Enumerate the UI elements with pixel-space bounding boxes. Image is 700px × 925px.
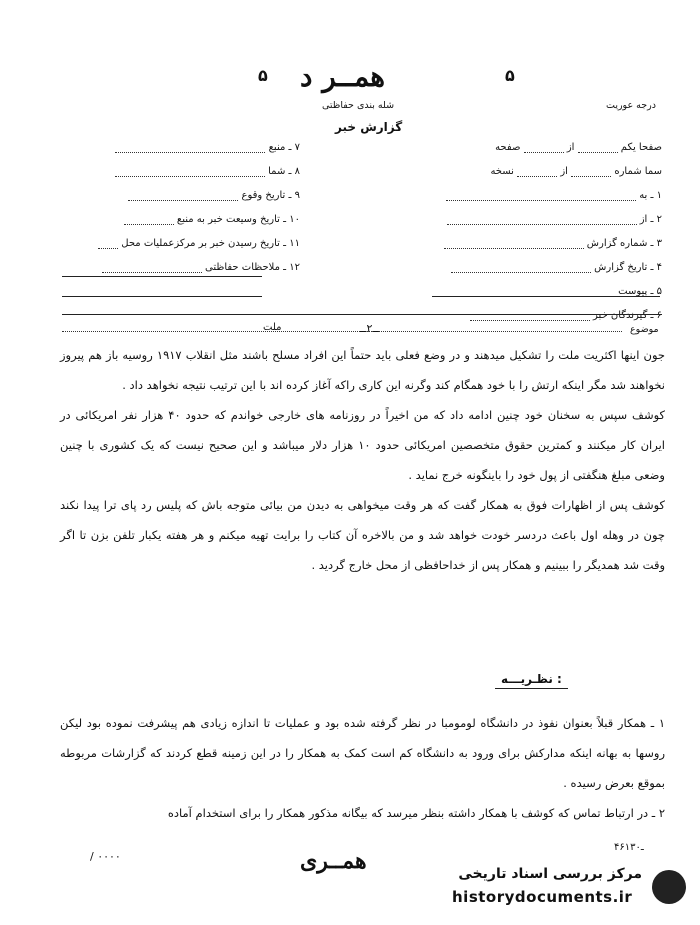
field-blank [470,310,590,321]
field-news-to-source-date [60,214,300,238]
field-label: ۹ ـ تاریخ وقوع [241,190,300,201]
field-label: ۶ ـ گیرندگان خبر [592,310,662,321]
doc-type: گزارش خبر [335,120,403,134]
field-suffix: نسخه [490,166,514,177]
subject-label: موضوع [630,324,659,335]
opinion-body [60,708,665,828]
blank-line [62,296,262,297]
field-label: ۴ ـ تاریخ گزارش [594,262,662,273]
field-report-number [430,238,662,262]
opinion-item: ۲ ـ در ارتباط تماس که کوشف با همکار داشته بنظر میرسد که بیگانه مذکور همکار را برای استخدام آماده [167,806,665,820]
field-label: ۸ ـ شما [268,166,300,177]
field-label: صفحا یکم [620,142,662,153]
field-blank [98,238,118,249]
opinion-heading: نظـریـــه : [495,672,568,689]
paragraph: جون اینها اکثریت ملت را تشکیل میدهند و در وضع فعلی باید حتماً این افراد مسلح باشند مثل انقلاب ۱۹۱۷ روسیه باز هم پیروز نخواهند شد مگر اینکه ارتش را با خود همگام کند وگرنه این کاری راکه آغاز کرده اند با این ترتیب نتیجه نخواهد داد . [60,348,665,392]
paragraph: کوشف سپس به سخنان خود چنین ادامه داد که من اخیراً در روزنامه های خارجی خواندم که حدود ۴۰ هزار نفر امریکائی در ایران کار میکنند و کمترین حقوق متخصصین امریکائی حدود ۱۰ هزار دلار میباشد و این صحیح نیست که یک کشوری با چنین وضعی مبلغ هنگفتی از پول خود را باینگونه خرج نماید . [60,408,665,482]
field-label: ۱۲ ـ ملاحظات حفاظتی [205,262,300,273]
field-label: ۳ ـ شماره گزارش [586,238,662,249]
paragraph: کوشف پس از اظهارات فوق به همکار گفت که هر وقت میخواهی به دیدن من بیائی متوجه باش که پلیس رد پای ترا پیدا نکند چون در وهله اول باعث دردسر خودت خواهد شد و من بالاخره آن کتاب را برایت تهیه میکنم و هر هفته یکبار تلفن بزن تا اگر وقت شد همدیگر را ببینیم و همکار پس از خداحافظی از محل خارج گردید . [60,498,665,572]
field-security-notes [60,262,300,286]
field-report-date [430,262,662,286]
field-from: از [566,142,575,153]
field-event-date [60,190,300,214]
field-source [60,142,300,166]
opinion-item: ۱ ـ همکار قبلاً بعنوان نفوذ در دانشگاه لومومبا در نظر گرفته شده بود و عملیات تا اندازه زیادی هم پیشرفت نموده بود لیکن روسها به بهانه اینکه مدارکش برای ورود به دانشگاه کم است کمک به همکار را در این زمینه قطع کردند که گزارشات مربوطه بموقع بعرض رسیده . [60,716,665,790]
left-fields [60,142,300,286]
watermark-url: historydocuments.ir [452,888,633,906]
classification-label: شله بندی حفاظتی [322,100,395,111]
field-attachment [430,286,662,310]
field-blank [451,262,591,273]
footer-code: ۴۶ـ۱۳۰ [614,842,644,853]
field-blank [446,190,636,201]
field-label: ۲ ـ از [639,214,662,225]
field-from [430,214,662,238]
field-blank [524,142,564,153]
subject-line [62,331,622,332]
field-label: سما شماره [614,166,662,177]
separator-line [62,314,662,315]
report-body [60,340,665,580]
field-to [430,190,662,214]
field-label: ۱ ـ به [639,190,662,201]
field-arrival-date [60,238,300,262]
field-label: ۷ ـ منبع [268,142,300,153]
field-blank [115,166,265,177]
archive-logo-icon [652,870,686,904]
field-page [430,142,662,166]
field-label: ۱۱ ـ تاریخ رسیدن خبر بر مرکزعملیات محل [121,238,300,249]
field-blank [578,142,618,153]
field-suffix: صفحه [495,142,521,153]
secret-seal: همــر د [300,60,386,93]
field-share [60,166,300,190]
field-blank [115,142,265,153]
field-label: ۱۰ ـ تاریخ وسیعت خبر به منبع [176,214,300,225]
subject-marker: ملت [263,322,282,333]
right-fields [430,142,662,334]
right-mark: ۵ [505,66,515,85]
field-label: ۵ ـ پیوست [618,286,662,297]
left-mark: ۵ [258,66,268,85]
blank-line [62,276,262,277]
field-blank [517,166,557,177]
secret-stamp: همــری [300,848,367,874]
field-blank [102,262,202,273]
field-blank [128,190,238,201]
page-number: ــ۲ــ [360,322,379,335]
field-blank [444,238,584,249]
watermark-title: مرکز بررسی اسناد تاریخی [458,866,642,882]
field-blank [124,214,174,225]
field-blank [447,214,637,225]
blank-line [432,296,660,297]
secrecy-label: درجه عوریت [606,100,656,111]
field-from: از [560,166,568,177]
field-blank [571,166,611,177]
footer-number: / ۰۰۰۰ [90,850,121,863]
field-copy [430,166,662,190]
